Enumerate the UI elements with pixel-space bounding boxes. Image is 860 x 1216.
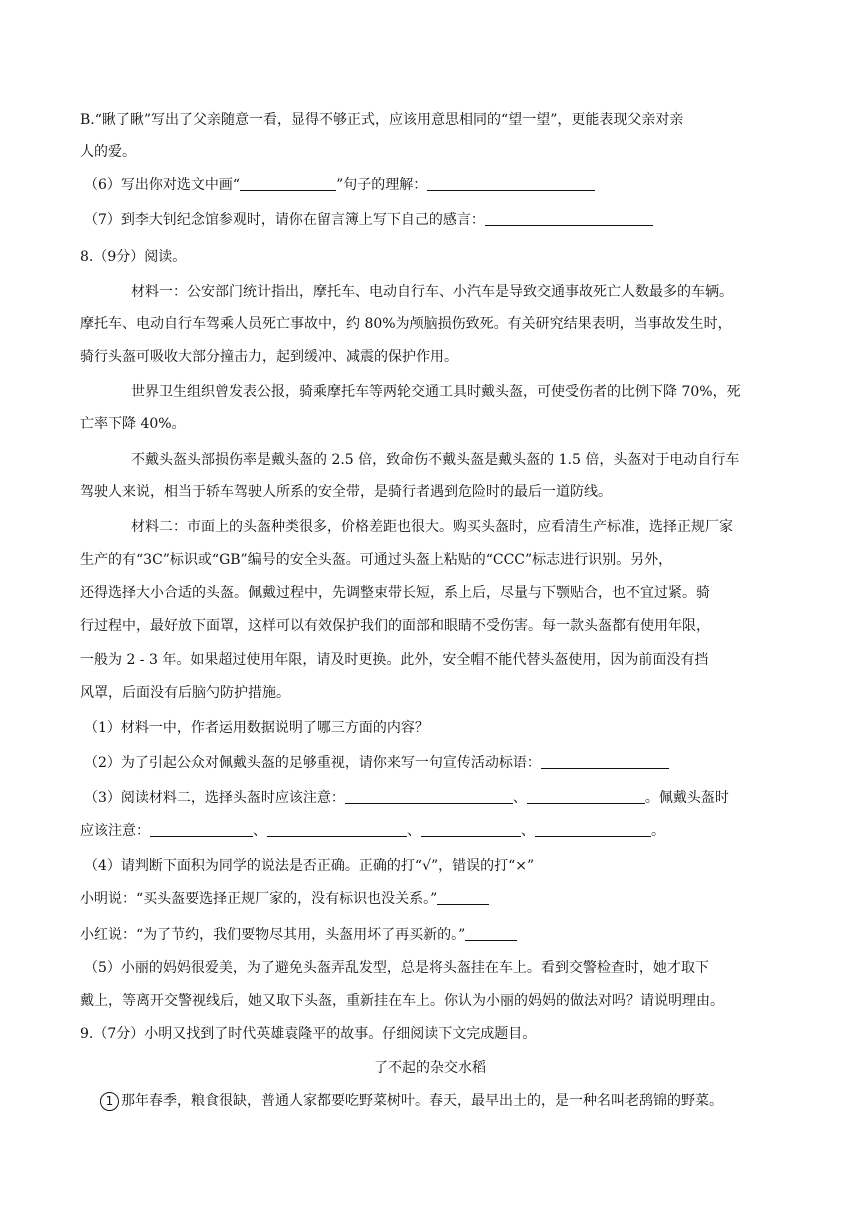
q8-sub3-text-c: 应该注意： [80, 823, 150, 839]
q8-sub4-statement-a [80, 889, 780, 909]
q7-sub7-answer-blank[interactable] [485, 211, 653, 226]
q8-material1-p3-line2: 驾驶人来说，相当于轿车驾驶人所系的安全带，是骑行者遇到危险时的最后一道防线。 [80, 484, 612, 500]
q8-sub3-blank4[interactable] [267, 822, 407, 837]
q8-sub1: （1）材料一中，作者运用数据说明了哪三方面的内容？ [84, 720, 429, 736]
q9-passage-p1 [100, 1091, 800, 1111]
q8-header: 8.（9分）阅读。 [80, 249, 187, 265]
q7-sub6-text-a: （6）写出你对选文中画“ [84, 177, 241, 193]
q8-sub3-blank5[interactable] [421, 822, 521, 837]
q8-sub5-line2: 戴上，等离开交警视线后，她又取下头盔，重新挂在车上。你认为小丽的妈妈的做法对吗？请说明理由。 [80, 993, 724, 1009]
q8-sub3-line2 [80, 821, 780, 841]
q8-sub3-sep2: 、 [253, 823, 267, 839]
q8-sub2 [84, 753, 784, 773]
q8-material1-p1-line3: 骑行头盔可吸收大部分撞击力，起到缓冲、减震的保护作用。 [80, 349, 458, 365]
q8-sub4-answer-blank-a[interactable] [437, 890, 489, 905]
q8-material1-p3-line1: 不戴头盔头部损伤率是戴头盔的 2.5 倍，致命伤不戴头盔是戴头盔的 1.5 倍，头盔对于电动自行车 [131, 452, 740, 468]
q8-sub3-blank1[interactable] [345, 789, 513, 804]
q8-sub3-line1 [84, 788, 784, 808]
q7-option-b-line2: 人的爱。 [80, 144, 136, 160]
q8-material2-line4: 行过程中，最好放下面罩，这样可以有效保护我们的面部和眼睛不受伤害。每一款头盔都有使用年限， [80, 618, 710, 634]
q8-material1-p1-line2: 摩托车、电动自行车驾乘人员死亡事故中，约 80%为颅脑损伤致死。有关研究结果表明，当事故发生时， [80, 316, 732, 332]
q8-sub3-end: 。 [651, 823, 665, 839]
q8-sub3-text-a: （3）阅读材料二，选择头盔时应该注意： [84, 790, 345, 806]
q8-sub3-blank6[interactable] [535, 822, 651, 837]
q7-sub7 [84, 210, 784, 230]
q8-material1-p2-line2: 亡率下降 40%。 [80, 416, 186, 432]
q7-sub7-text: （7）到李大钊纪念馆参观时，请你在留言簿上写下自己的感言： [84, 212, 485, 228]
q8-sub4-statement-a-text: 小明说：“买头盔要选择正规厂家的，没有标识也没关系。” [80, 891, 438, 907]
q8-material2-line2: 生产的有“3C”标识或“GB”编号的安全头盔。可通过头盔上粘贴的“CCC”标志进行识别。另外， [80, 552, 673, 568]
q8-sub3-blank2[interactable] [527, 789, 645, 804]
q8-material2-line6: 风罩，后面没有后脑勺防护措施。 [80, 685, 290, 701]
q8-material1-p1-line1: 材料一：公安部门统计指出，摩托车、电动自行车、小汽车是导致交通事故死亡人数最多的车辆。 [131, 284, 733, 300]
q8-sub3-sep3: 、 [407, 823, 421, 839]
q8-sub3-blank3[interactable] [150, 822, 253, 837]
q8-sub3-sep1: 、 [512, 790, 527, 806]
q8-sub2-answer-blank[interactable] [541, 754, 669, 769]
q8-sub5-line1: （5）小丽的妈妈很爱美，为了避免头盔弄乱发型，总是将头盔挂在车上。看到交警检查时，她才取下 [84, 960, 709, 976]
q8-sub4: （4）请判断下面积为同学的说法是否正确。正确的打“√”，错误的打“×” [84, 858, 535, 874]
q8-material2-line5: 一般为 2 - 3 年。如果超过使用年限，请及时更换。此外，安全帽不能代替头盔使用，因为前面没有挡 [80, 652, 709, 668]
q8-material2-line3: 还得选择大小合适的头盔。佩戴过程中，先调整束带长短，系上后，尽量与下颚贴合，也不宜过紧。骑 [80, 585, 710, 601]
q8-material1-p2-line1: 世界卫生组织曾发表公报，骑乘摩托车等两轮交通工具时戴头盔，可使受伤者的比例下降 70%，死 [131, 384, 741, 400]
q7-sub6 [84, 175, 784, 195]
q7-sub6-text-b: ”句子的理解： [336, 177, 428, 193]
q7-sub6-answer-blank[interactable] [427, 176, 595, 191]
q7-option-b-line1: B.“瞅了瞅”写出了父亲随意一看，显得不够正式，应该用意思相同的“望一望”，更能表现父亲对亲 [80, 112, 684, 128]
paragraph-number-icon: 1 [100, 1092, 119, 1111]
q9-passage-p1-text: 那年春季，粮食很缺，普通人家都要吃野菜树叶。春天，最早出土的，是一种名叫老鸹锦的野菜。 [121, 1093, 723, 1109]
q8-sub4-statement-b-text: 小红说：“为了节约，我们要物尽其用，头盔用坏了再买新的。” [80, 927, 466, 943]
q8-sub4-answer-blank-b[interactable] [465, 926, 517, 941]
q9-header: 9.（7分）小明又找到了时代英雄袁隆平的故事。仔细阅读下文完成题目。 [80, 1026, 537, 1042]
q7-sub6-quote-blank[interactable] [240, 176, 336, 191]
q8-sub4-statement-b [80, 925, 780, 945]
q8-sub3-sep4: 、 [521, 823, 535, 839]
q8-sub2-text: （2）为了引起公众对佩戴头盔的足够重视，请你来写一句宣传活动标语： [84, 755, 541, 771]
q8-material2-line1: 材料二：市面上的头盔种类很多，价格差距也很大。购买头盔时，应看清生产标准，选择正规厂家 [131, 519, 733, 535]
q8-sub3-text-b: 。佩戴头盔时 [644, 790, 729, 806]
q9-passage-title: 了不起的杂交水稻 [374, 1060, 486, 1076]
